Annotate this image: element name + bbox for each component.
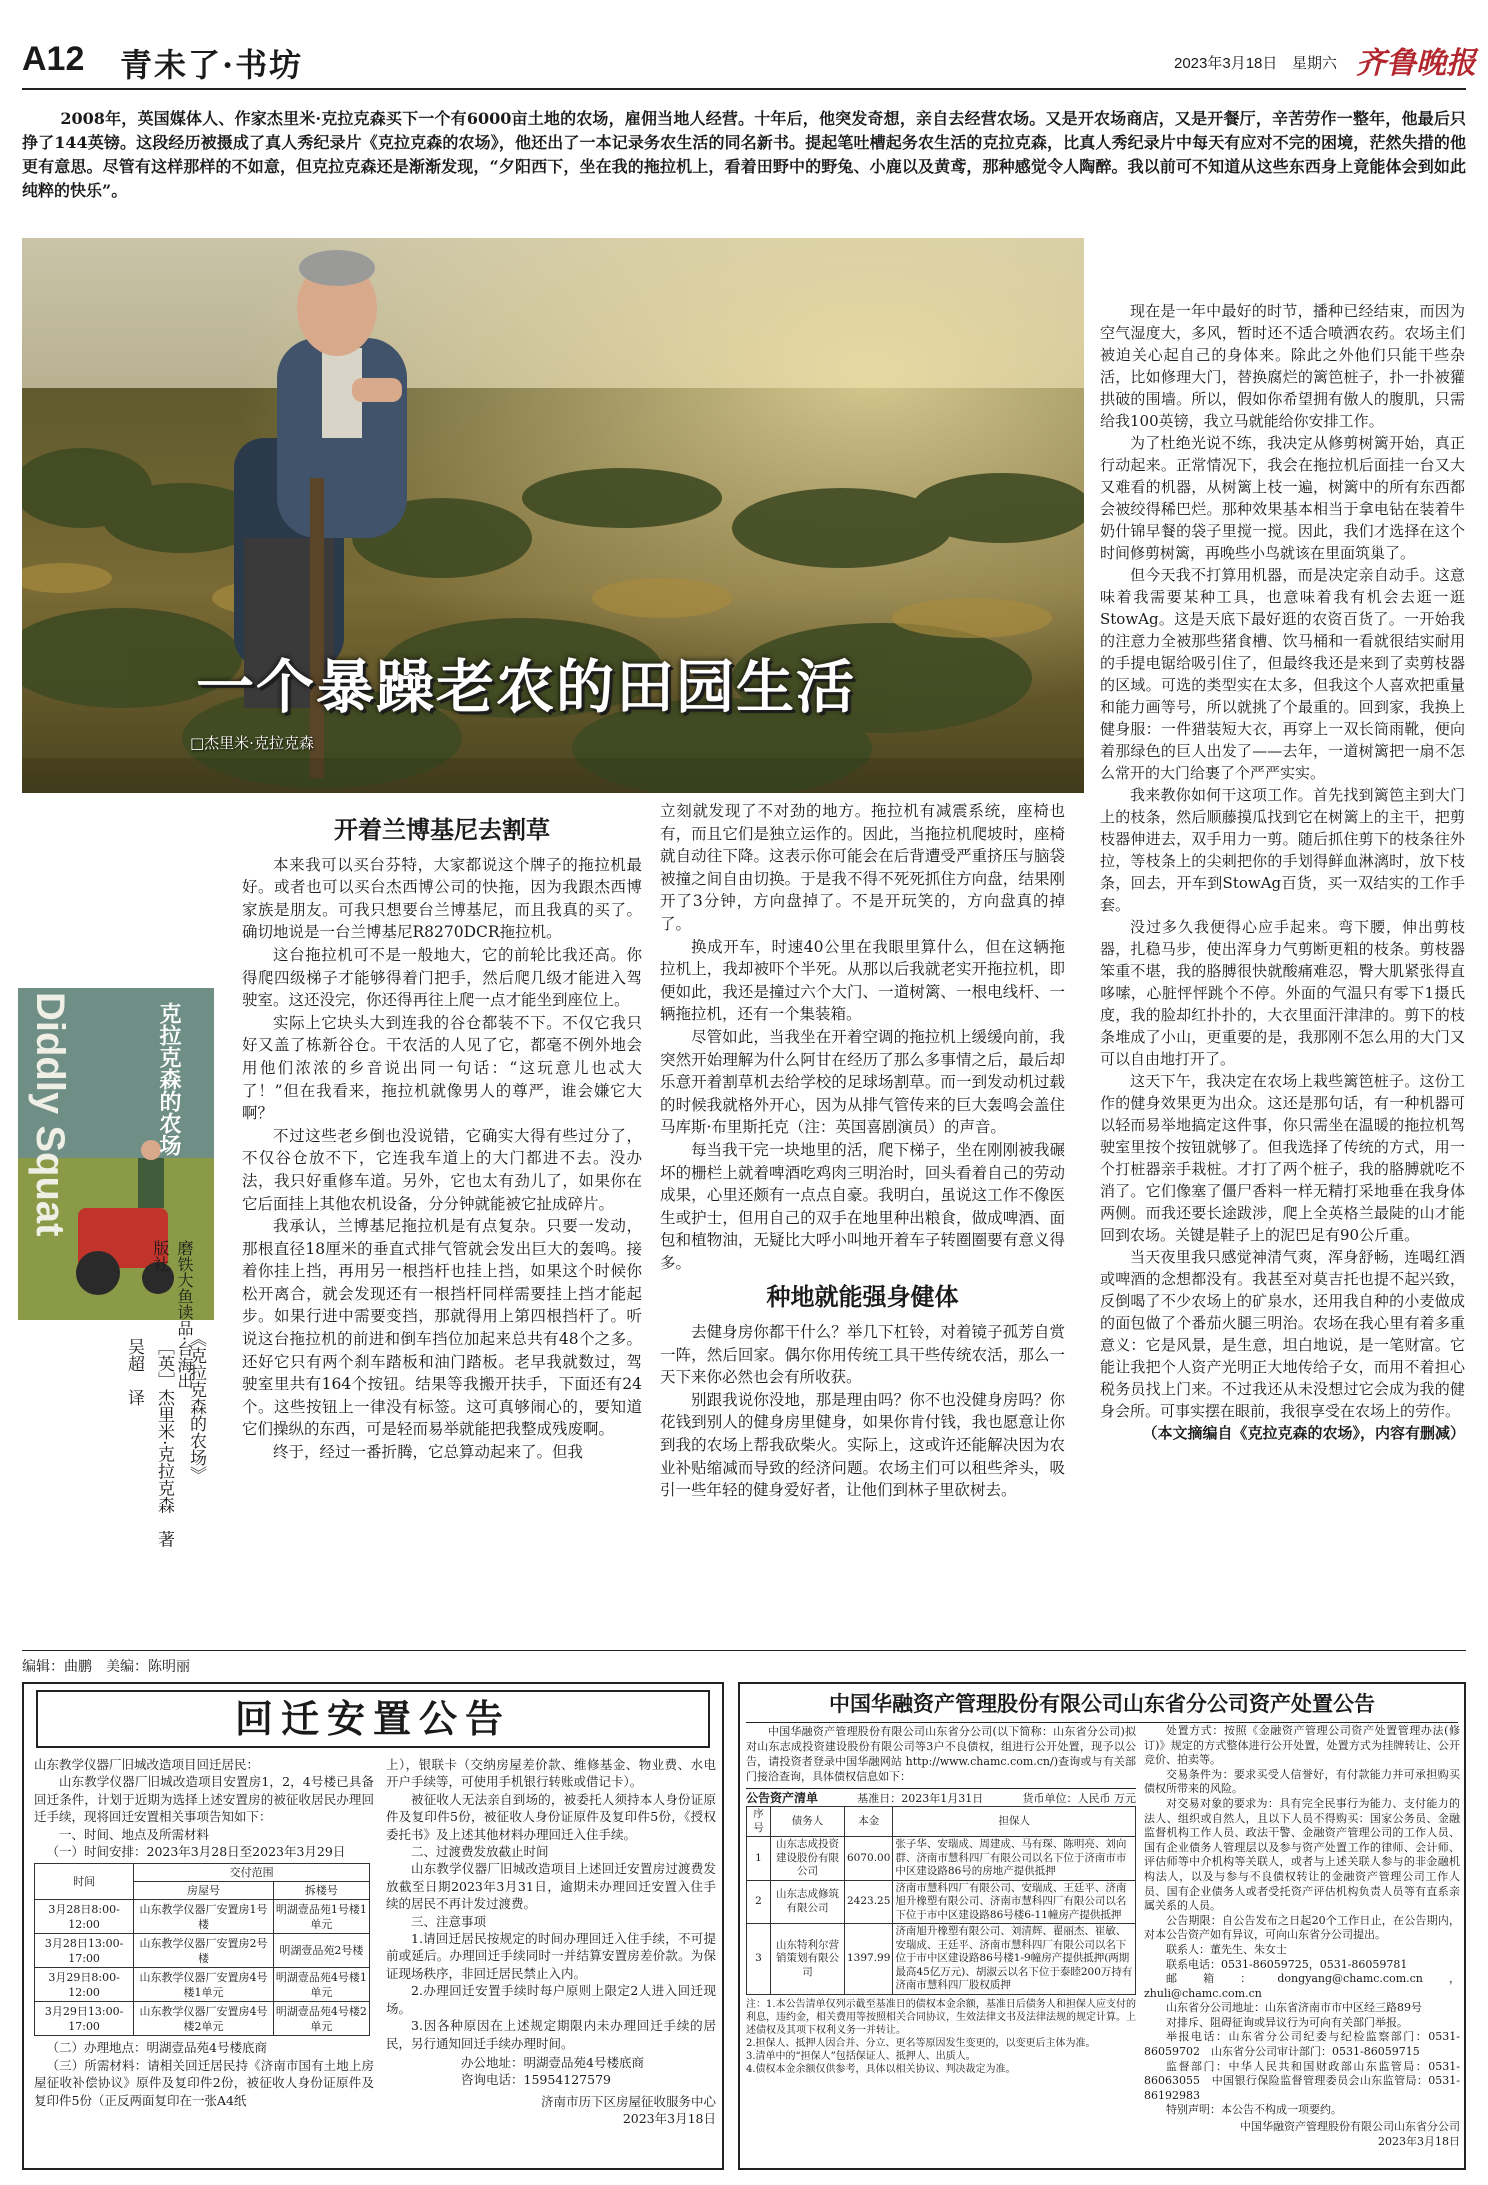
relocation-right-col <box>386 1756 716 2128</box>
paragraph: 2.办理回迁安置手续时每户原则上限定2人进入回迁现场。 <box>386 1983 716 2016</box>
paragraph: 我来教你如何干这项工作。首先找到篱笆主到大门上的枝条，然后顺藤摸瓜找到它在树篱上的主干，把剪枝器伸进去，双手用力一剪。随后抓住剪下的枝条往外拉，等枝条上的尖刺把你的手划得鲜血淋漓时，放下枝条，回去，开车到StowAg百货，买一双结实的工作手套。 <box>1100 786 1465 914</box>
paragraph: 立刻就发现了不对劲的地方。拖拉机有减震系统，座椅也有，而且它们是独立运作的。因此，当拖拉机爬坡时，座椅就自动往下降。这表示你可能会在后背遭受严重挤压与脑袋被撞之间自由切换。于是我不得不死死抓住方向盘，结果刚开了3分钟，方向盘掉了。不是开玩笑的，方向盘真的掉了。 <box>660 802 1065 933</box>
paragraph: 现在是一年中最好的时节，播种已经结束，而因为空气湿度大，多风，暂时还不适合喷洒农药。农场主们被迫关心起自己的身体来。除此之外他们只能干些杂活，比如修理大门，替换腐烂的篱笆桩子，扑一扑被獾拱破的围墙。所以，假如你希望拥有傲人的腹肌，只需给我100英镑，我立马就能给你安排工作。 <box>1100 302 1465 430</box>
subhead-lamborghini: 开着兰博基尼去割草 <box>334 815 550 844</box>
footnote: 3.清单中的“担保人”包括保证人、抵押人、出质人。 <box>746 2050 976 2062</box>
cell: 2423.25 <box>845 1880 893 1924</box>
paragraph: 当天夜里我只感觉神清气爽，浑身舒畅，连喝红酒或啤酒的念想都没有。我甚至对莫吉托也提不起兴致，反倒喝了不少农场上的矿泉水，还用我自种的小麦做成的面包做了个番茄火腿三明治。农场在我心里有着多重意义：它是风景，是生意，坦白地说，是一笔财富。它能让我把个人资产光明正大地传给子女，而用不着担心税务员找上门来。不过我还从未没想过它会成为我的健身会所。可事实摆在眼前，我很享受在农场上的劳作。 <box>1100 1248 1465 1420</box>
header-rule <box>22 88 1466 90</box>
paragraph: 但今天我不打算用机器，而是决定亲自动手。这意味着我需要某种工具，也意味着我有机会去逛一逛StowAg。这是天底下最好逛的农资百货了。一开始我的注意力全被那些猪食槽、饮马桶和一看就很结实耐用的手提电锯给吸引住了，但最终我还是来到了卖剪枝器的区域。可选的类型实在太多，但我这个人喜欢把重量和能力画等号，所以就挑了个最重的。回到家，我换上健身服：一件猎装短大衣，再穿上一双长筒雨靴，便向着那绿色的巨人出发了——去年，一道树篱把一扇不怎么常开的大门给裹了个严严实实。 <box>1100 566 1465 782</box>
paragraph: 对排斥、阻碍征询或异议行为可向有关部门举报。 <box>1166 2015 1408 2029</box>
paragraph: 被征收人无法亲自到场的，被委托人须持本人身份证原件及复印件5份，被征收人身份证原件及复印件5份，《授权委托书》及上述其他材料办理回迁入住手续。 <box>386 1791 716 1842</box>
col-header-scope: 交付范围 <box>134 1864 370 1882</box>
asset-list-table <box>746 1806 1136 1995</box>
report-phone: 举报电话：山东省分公司纪委与纪检监察部门：0531-86059702 山东省分公司审计部门：0531-86059715 <box>1144 2030 1460 2059</box>
special-statement: 特别声明：本公告不构成一项要约。 <box>1166 2103 1342 2117</box>
cell: 山东志成投资建设股份有限公司 <box>771 1837 845 1881</box>
issuing-org: 济南市历下区房屋征收服务中心 <box>540 2093 716 2109</box>
cell: 张子华、安瑞成、周建成、马有琛、陈明亮、刘向群、济南市慧科四厂有限公司以名下位于济南市市中区建设路86号的房地产提供抵押 <box>893 1837 1136 1881</box>
paragraph: 二、过渡费发放截止时间 <box>411 1844 549 1860</box>
table-row <box>35 2002 370 2036</box>
asset-disposal-notice <box>738 1682 1466 2170</box>
base-date: 基准日：2023年1月31日 <box>857 1792 984 1805</box>
book-publisher: 磨铁大鱼读品·台海出版社 <box>151 1240 194 1390</box>
paragraph: 对交易对象的要求为：具有完全民事行为能力、支付能力的法人、组织或自然人，且以下人员不得购买：国家公务员、金融监督机构工作人员、政法干警、金融资产管理公司的工作人员、国有企业债务人管理层以及参与资产处置工作的律师、会计师、评估师等中介机构等关联人，或者与上述关联人参与的非金融机构法人，以及与参与不良债权转让的金融资产管理公司工作人员、国有企业债务人或者受托资产评估机构负责人员等有直系亲属关系的人员。 <box>1144 1796 1460 1913</box>
office-address: 办公地址：明湖壹品苑4号楼底商 <box>461 2054 644 2070</box>
paragraph: 交易条件为：要求买受人信誉好，有付款能力并可承担购买债权所带来的风险。 <box>1144 1767 1460 1796</box>
cell: 2 <box>747 1880 771 1924</box>
paragraph: 山东教学仪器厂旧城改造项目回迁居民： <box>34 1757 260 1772</box>
relocation-left-col <box>34 1756 374 2109</box>
paragraph: 山东教学仪器厂旧城改造项目上述回迁安置房过渡费发放截至日期2023年3月31日，逾期未办理回迁安置入住手续的居民不再计发过渡费。 <box>386 1861 716 1912</box>
cell: 3月29日13:00-17:00 <box>35 2002 134 2036</box>
paragraph: 别跟我说你没地，那是理由吗？你不也没健身房吗？你花钱到别人的健身房里健身，如果你肯付钱，我也愿意让你到我的农场上帮我砍柴火。实际上，这或许还能解决因为农业补贴缩减而导致的经济问题。农场主们可以租些斧头，吸引一些年轻的健身爱好者，让他们到林子里砍树去。 <box>660 1390 1065 1500</box>
issuing-org: 中国华融资产管理股份有限公司山东省分公司 <box>1240 2120 1460 2134</box>
contact-email: 邮箱：dongyang@chamc.com.cn，zhuli@chamc.com.cn <box>1144 1972 1460 2000</box>
paragraph: 终于，经过一番折腾，它总算动起来了。但我 <box>273 1443 584 1462</box>
table-row <box>35 1968 370 2002</box>
photo-caption: □杰里米·克拉克森 <box>190 734 314 752</box>
cell: 3月28日8:00-12:00 <box>35 1900 134 1934</box>
paragraph: 尽管如此，当我坐在开着空调的拖拉机上缓缓向前，我突然开始理解为什么阿甘在经历了那么多事情之后，最后却乐意开着割草机去给学校的足球场割草。而一到发动机过载的时候我就格外开心，因为从排气管传来的巨大轰鸣会盖住马库斯·布里斯托克（注：英国喜剧演员）的声音。 <box>660 1027 1065 1137</box>
book-cover-english-title: Diddly Squat <box>28 992 72 1237</box>
cell: 3月29日8:00-12:00 <box>35 1968 134 2002</box>
cell: 明湖壹品苑1号楼1单元 <box>273 1900 369 1934</box>
paragraph: 换成开车，时速40公里在我眼里算什么，但在这辆拖拉机上，我却被吓个半死。从那以后我就老实开拖拉机，即便如此，我还是撞过六个大门、一道树篱、一根电线杆、一辆拖拉机，还有一个集装箱。 <box>660 937 1065 1024</box>
cell: 明湖壹品苑4号楼1单元 <box>273 1968 369 2002</box>
table-row <box>747 1837 1136 1881</box>
book-author: ［英］杰里米·克拉克森 著 <box>154 1338 174 1548</box>
paragraph: （二）办理地点：明湖壹品苑4号楼底商 <box>46 2040 267 2056</box>
cell: 明湖壹品苑4号楼2单元 <box>273 2002 369 2036</box>
footnote: 4.债权本金余额仅供参考，具体以相关协议、判决裁定为准。 <box>746 2063 1016 2075</box>
paragraph: 3.因各种原因在上述规定期限内未办理回迁手续的居民，另行通知回迁手续办理时间。 <box>386 2018 716 2051</box>
paragraph: 我承认，兰博基尼拖拉机是有点复杂。只要一发动，那根直径18厘米的垂直式排气管就会发出巨大的轰鸣。接着你挂上挡，再用另一根挡杆也挂上挡，如果这个时候你松开离合，就会发现还有一根挡杆同样需要挂上挡才能起步。如果行进中需要变挡，那就得用上第四根挡杆了。听说这台拖拉机的前进和倒车挡位加起来总共有48个之多。还好它只有两个刹车踏板和油门踏板。老早我就数过，驾驶室里共有164个按钮。结果等我搬开扶手，下面还有24个。这些按钮上一律没有标签。这可真够闹心的，要知道它们操纵的东西，可是轻而易举就能把我整成残废啊。 <box>242 1217 642 1439</box>
article-column-2 <box>660 800 1065 1502</box>
headline: 一个暴躁老农的田园生活 <box>196 653 857 721</box>
col-header-building: 拆楼号 <box>273 1882 369 1900</box>
book-translator: 吴超 译 <box>124 1338 144 1406</box>
paragraph: 这天下午，我决定在农场上栽些篱笆桩子。这份工作的健身效果更为出众。这还是那句话，有一种机器可以轻而易举地搞定这件事，你只需坐在温暖的拖拉机驾驶室里按个按钮就够了。但我选择了传统的方式，用一个打桩器亲手栽桩。才打了两个桩子，我的胳膊就吃不消了。它们像塞了僵尸香料一样无精打采地垂在我身体两侧。而我还要长途跋涉，爬上全英格兰最陡的山才能回到农场。关键是鞋子上的泥巴足有90公斤重。 <box>1100 1072 1465 1244</box>
cell: 3月28日13:00-17:00 <box>35 1934 134 1968</box>
book-cover-title: 克拉克森的农场 <box>156 1002 182 1156</box>
excerpt-note: （本文摘编自《克拉克森的农场》，内容有删减） <box>1142 1424 1465 1442</box>
relocation-title: 回迁安置公告 <box>36 1690 710 1748</box>
paragraph: （三）所需材料：请相关回迁居民持《济南市国有土地上房屋征收补偿协议》原件及复印件2份，被征收人身份证原件及复印件5份（正反两面复印在一张A4纸 <box>34 2057 374 2108</box>
table-row <box>747 1880 1136 1924</box>
paragraph: 山东教学仪器厂旧城改造项目安置房1，2，4号楼已具备回迁条件，计划于近期为选择上述安置房的被征收居民办理回迁手续，现将回迁安置相关事项告知如下： <box>34 1774 374 1825</box>
supervisor-phone: 监督部门：中华人民共和国财政部山东监管局：0531-86063055 中国银行保险监督管理委员会山东监管局：0531-86192983 <box>1144 2059 1460 2102</box>
paragraph: 实际上它块头大到连我的谷仓都装不下。不仅它我只好又盖了栋新谷仓。干农活的人见了它，都毫不例外地会用他们浓浓的乡音说出同一句话：“这玩意儿也忒大了！”但在我看来，拖拉机就像男人的尊严，谁会嫌它大啊？ <box>242 1013 642 1123</box>
paragraph: 本来我可以买台芬特，大家都说这个牌子的拖拉机最好。或者也可以买台杰西博公司的快拖，因为我跟杰西博家族是朋友。可我只想要台兰博基尼，而且我真的买了。确切地说是一台兰博基尼R8270DCR拖拉机。 <box>242 855 642 942</box>
table-row <box>35 1900 370 1934</box>
paragraph: 不过这些老乡倒也没说错，它确实大得有些过分了，不仅谷仓放不下，它连我车道上的大门都进不去。没办法，我只好重修车道。另外，它也太有劲儿了，如果你在它后面挂上其他农机设备，分分钟就能被它扯成碎片。 <box>242 1126 642 1213</box>
cell: 济南旭升橡塑有限公司、刘清辉、翟丽杰、崔敏、安瑞成、王廷平、济南市慧科四厂有限公司以名下位于市中区建设路86号楼1-9幢房产提供抵押(两期最高45亿万元)、胡淑云以名下位于泰睦200万持有济南市慧科四厂股权质押 <box>893 1924 1136 1995</box>
table-row <box>747 1924 1136 1995</box>
issue-date: 2023年3月18日 <box>1174 55 1278 72</box>
cell: 1 <box>747 1837 771 1881</box>
office-address: 山东省分公司地址：山东省济南市市中区经三路89号 <box>1166 2001 1422 2015</box>
paragraph: 为了杜绝光说不练，我决定从修剪树篱开始，真正行动起来。正常情况下，我会在拖拉机后面挂一台又大又难看的机器，从树篱上枝一遍，树篱中的所有东西都会被绞得稀巴烂。那种效果基本相当于拿电钻在装着牛奶什锦早餐的袋子里搅一搅。因此，我们才选择在这个时间修剪树篱，再晚些小鸟就该在里面筑巢了。 <box>1100 434 1465 562</box>
subhead-fitness: 种地就能强身健体 <box>766 1282 959 1312</box>
paragraph: 公告期限：自公告发布之日起20个工作日止，在公告期内，对本公告资产如有异议，可向山东省分公司提出。 <box>1144 1913 1460 1942</box>
bottom-rule <box>22 1650 1466 1651</box>
relocation-notice <box>22 1682 724 2170</box>
cell: 1397.99 <box>845 1924 893 1995</box>
article-column-3 <box>1100 300 1465 1444</box>
paragraph: 没过多久我便得心应手起来。弯下腰，伸出剪枝器，扎稳马步，使出浑身力气剪断更粗的枝条。剪枝器笨重不堪，我的胳膊很快就酸痛难忍，臀大肌紧张得直哆嗦，心脏怦怦跳个不停。外面的气温只有零下1摄氏度，我的脸却红扑扑的，大衣里面汗津津的。剪下的枝条堆成了小山，更重要的是，我那刚不怎么用的大门又可以自由地打开了。 <box>1100 918 1465 1068</box>
contact-phone: 联系电话：0531-86059725，0531-86059781 <box>1166 1957 1408 1971</box>
cell: 山东特利尔营销策划有限公司 <box>771 1924 845 1995</box>
paragraph: 这台拖拉机可不是一般地大，它的前轮比我还高。你得爬四级梯子才能够得着门把手，然后爬几级才能进入驾驶室。这还没完，你还得再往上爬一点才能坐到座位上。 <box>242 945 642 1010</box>
asset-list-title: 公告资产清单 <box>746 1791 819 1805</box>
cell: 6070.00 <box>845 1837 893 1881</box>
asset-left-col <box>746 1724 1136 2076</box>
paragraph: 中国华融资产管理股份有限公司山东省分公司(以下简称：山东省分公司)拟对山东志成投资建设股份有限公司等3户不良债权，组进行公开处置，现予以公告，请投资者登录中国华融网站 http://www.chamc.com.cn/)查询或与有关部门接洽查询，具体债权信息如下： <box>746 1725 1136 1783</box>
weekday: 星期六 <box>1292 54 1338 72</box>
paragraph: 处置方式：按照《金融资产管理公司资产处置管理办法(修订)》规定的方式整体进行公开处置，处置方式为挂牌转让、公开竞价、拍卖等。 <box>1144 1724 1460 1767</box>
asset-notice-title: 中国华融资产管理股份有限公司山东省分公司资产处置公告 <box>746 1688 1458 1723</box>
cell: 山东教学仪器厂安置房4号楼2单元 <box>134 2002 274 2036</box>
paragraph: （一）时间安排：2023年3月28日至2023年3月29日 <box>46 1844 346 1860</box>
footnote: 2.担保人、抵押人因合并、分立、更名等原因发生变更的，以变更后主体为准。 <box>746 2037 1096 2049</box>
paragraph: 三、注意事项 <box>411 1913 487 1929</box>
cell: 山东志成修筑有限公司 <box>771 1880 845 1924</box>
footnote: 注：1.本公告清单仅列示截至基准日的债权本金余额，基准日后债务人和担保人应支付的利息，违约金，相关费用等按照相关合同协议，生效法律文书及法律法规的规定计算。上述债权及其项下权利义务一并转让。 <box>746 1998 1136 2036</box>
contact-phone: 咨询电话：15954127579 <box>461 2072 611 2088</box>
page-number: A12 <box>22 40 85 78</box>
asset-right-col <box>1144 1724 1460 2149</box>
table-row <box>35 1934 370 1968</box>
intro-paragraph: 2008年，英国媒体人、作家杰里米·克拉克森买下一个有6000亩土地的农场，雇佣当地人经营。十年后，他突发奇想，亲自去经营农场。又是开农场商店，又是开餐厅，辛苦劳作一整年，他最后只挣了144英镑。这段经历被摄成了真人秀纪录片《克拉克森的农场》，他还出了一本记录务农生活的同名新书。提起笔吐槽起务农生活的克拉克森，比真人秀纪录片中每天有应对不完的困境，茫然失措的他更有意思。尽管有这样那样的不如意，但克拉克森还是渐渐发现，“夕阳西下，坐在我的拖拉机上，看着田野中的野兔、小鹿以及黄鸢，那种感觉令人陶醉。我以前可不知道从这些东西身上竟能体会到如此纯粹的快乐”。 <box>22 109 1466 200</box>
notice-date: 2023年3月18日 <box>622 2111 716 2127</box>
currency-unit: 货币单位：人民币 万元 <box>1022 1792 1136 1805</box>
paragraph: 上），银联卡（交纳房屋差价款、维修基金、物业费、水电开户手续等，可使用手机银行转账或借记卡）。 <box>386 1757 716 1790</box>
relocation-schedule-table <box>34 1863 370 2036</box>
paragraph: 1.请回迁居民按规定的时间办理回迁入住手续，不可提前或延后。办理回迁手续同时一并结算安置房差价款。为保证现场秩序，非回迁居民禁止入内。 <box>386 1931 716 1981</box>
cell: 山东教学仪器厂安置房2号楼 <box>134 1934 274 1968</box>
cell: 3 <box>747 1924 771 1995</box>
notice-date: 2023年3月18日 <box>1378 2134 1460 2148</box>
contact-person: 联系人：董先生、朱女士 <box>1166 1942 1287 1956</box>
article-column-1 <box>242 815 642 1464</box>
section-title: 青未了·书坊 <box>120 46 304 84</box>
col-header-guarantor: 担保人 <box>893 1807 1136 1837</box>
cell: 明湖壹品苑2号楼 <box>273 1934 369 1968</box>
col-header-no: 序号 <box>747 1807 771 1837</box>
paragraph: 去健身房你都干什么？举几下杠铃，对着镜子孤芳自赏一阵，然后回家。偶尔你用传统工具干些传统农活，那么一天下来你必然也会有所收获。 <box>660 1323 1065 1387</box>
col-header-time: 时间 <box>35 1864 134 1900</box>
cell: 济南市慧科四厂有限公司、安瑞成、王廷平、济南旭升橡塑有限公司、济南市慧科四厂有限公司以名下位于市中区建设路86号楼6-11幢房产提供抵押 <box>893 1880 1136 1924</box>
newspaper-logo: 齐鲁晚报 <box>1356 46 1476 81</box>
book-title: 《克拉克森的农场》 <box>186 1330 206 1483</box>
col-header-house: 房屋号 <box>134 1882 274 1900</box>
cell: 山东教学仪器厂安置房4号楼1单元 <box>134 1968 274 2002</box>
paragraph: 每当我干完一块地里的活，爬下梯子，坐在刚刚被我碾坏的栅栏上就着啤酒吃鸡肉三明治时，回头看着自己的劳动成果，心里还颇有一点点自豪。我明白，虽说这工作不像医生或护士，但用自己的双手在地里种出粮食，做成啤酒、面包和植物油，无疑比大呼小叫地开着车子转圈圈要有意义得多。 <box>660 1140 1065 1272</box>
editors-credit: 编辑：曲鹏 美编：陈明丽 <box>22 1658 190 1674</box>
col-header-amount: 本金 <box>845 1807 893 1837</box>
cell: 山东教学仪器厂安置房1号楼 <box>134 1900 274 1934</box>
paragraph: 一、时间、地点及所需材料 <box>59 1826 210 1842</box>
col-header-debtor: 债务人 <box>771 1807 845 1837</box>
